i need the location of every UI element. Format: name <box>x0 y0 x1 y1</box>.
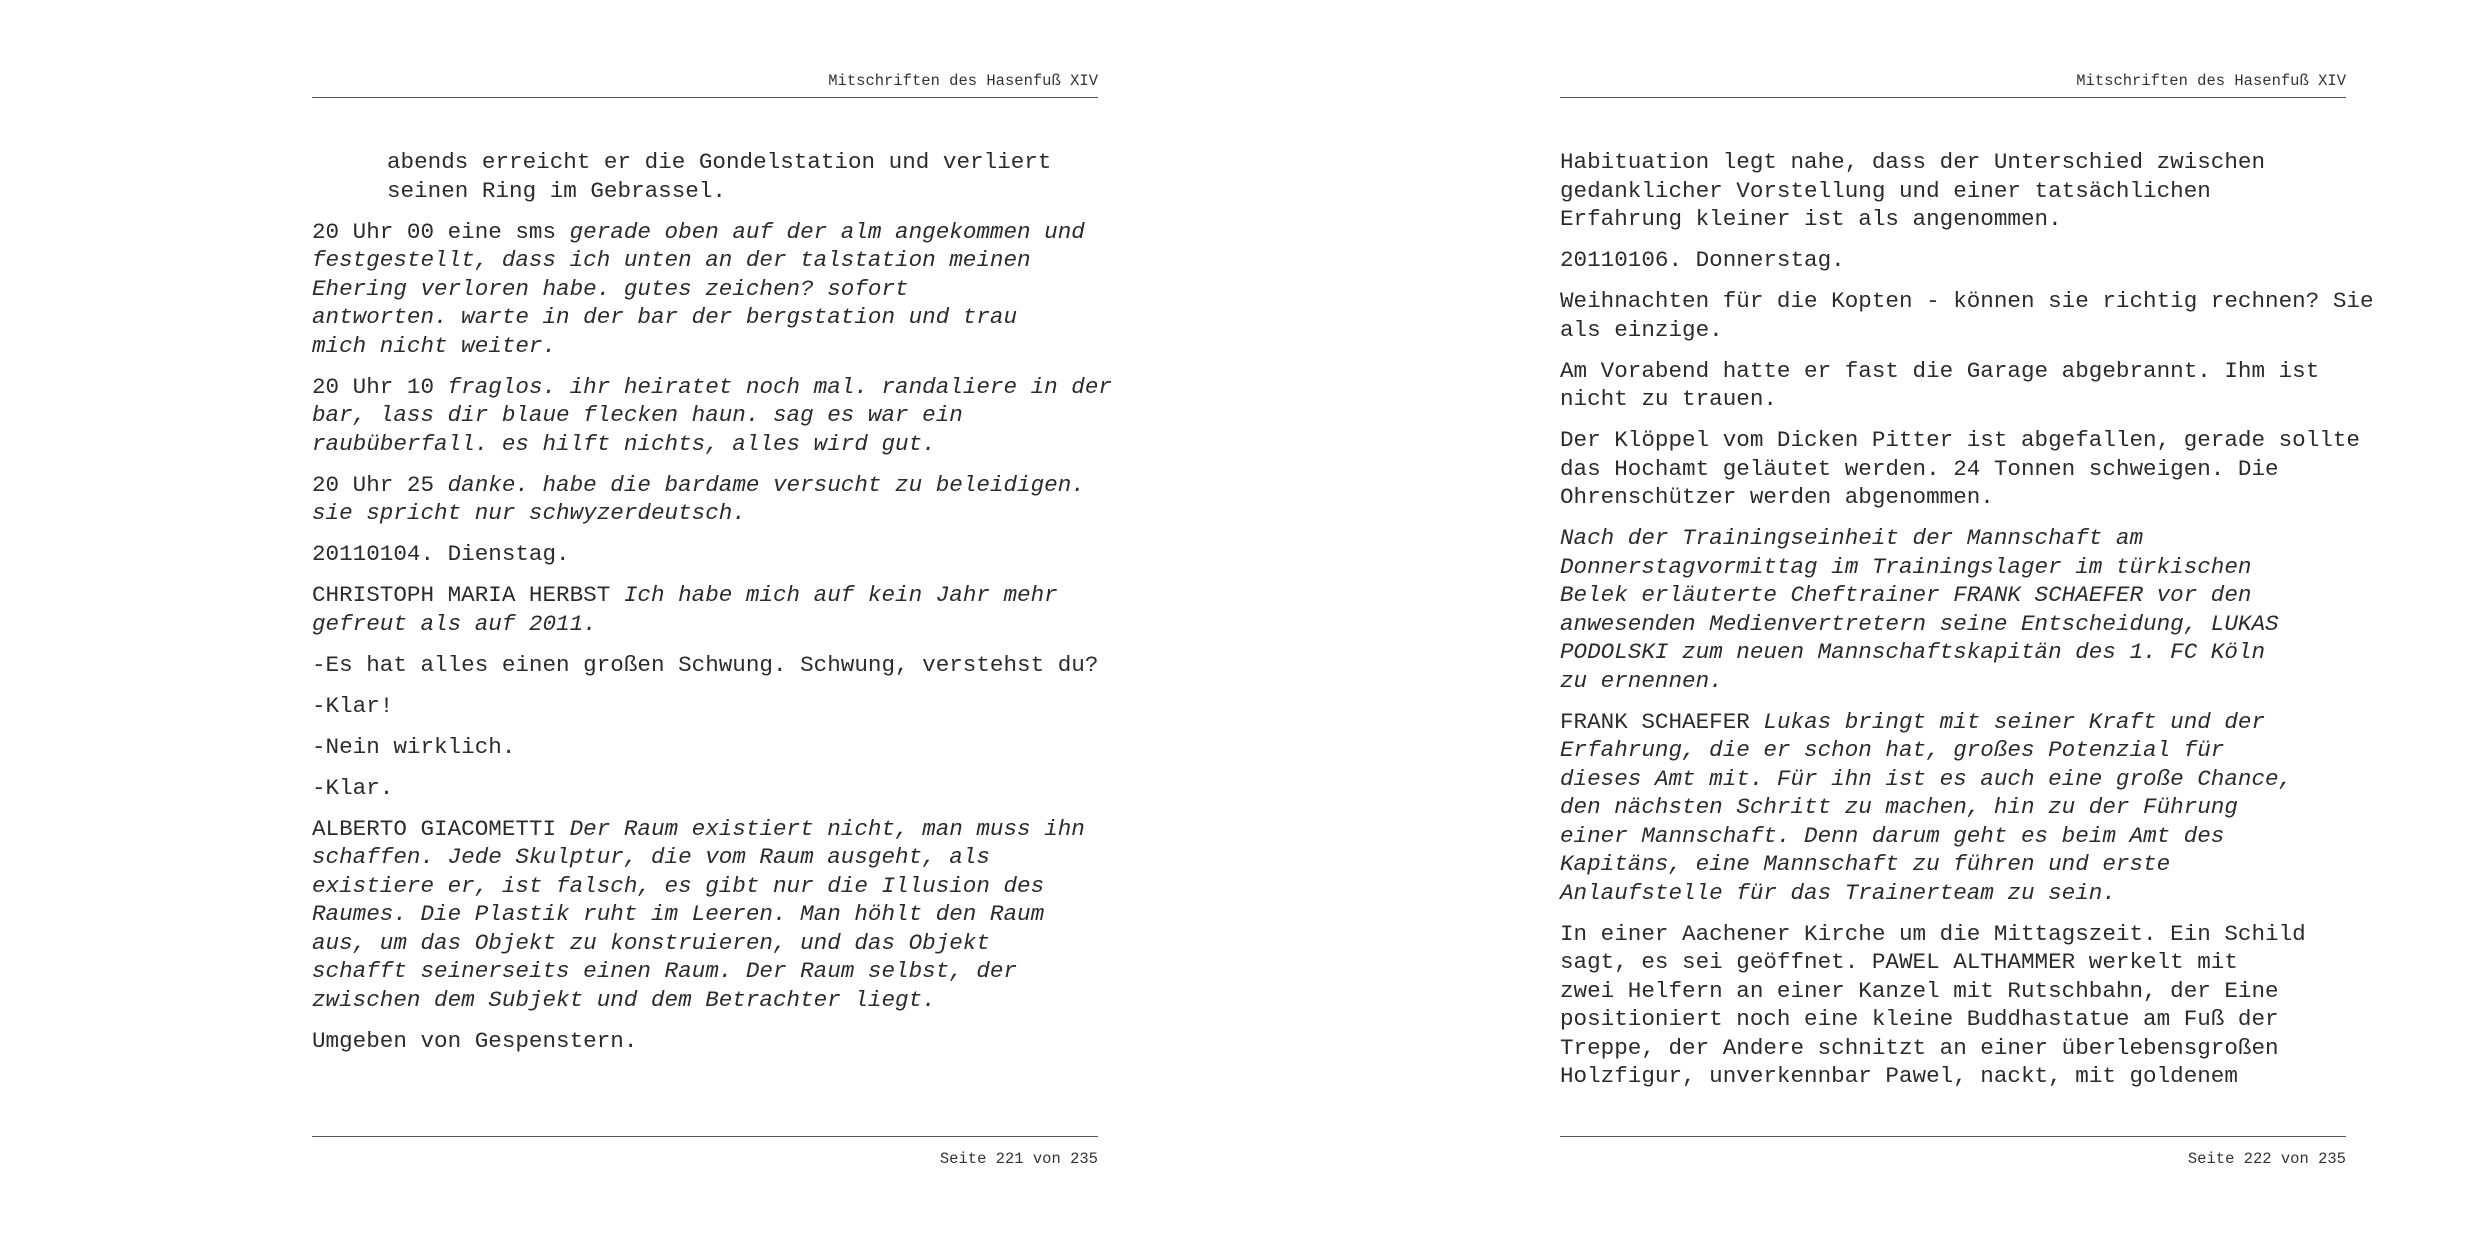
text-line <box>1560 426 2360 455</box>
italic-text: fraglos. ihr heiratet noch mal. randaliere in der <box>447 373 1112 400</box>
text-paragraph <box>1560 287 2374 344</box>
text-run: abends erreicht er die Gondelstation und verliert <box>387 149 1052 175</box>
text-paragraph <box>312 540 1098 569</box>
italic-text: Erfahrung, die er schon hat, großes Potenzial für <box>1560 737 2225 763</box>
text-paragraph <box>312 581 1098 638</box>
text-line <box>312 651 1099 680</box>
text-paragraph <box>1560 708 2346 908</box>
italic-text: Donnerstagvormittag im Trainingslager im türkischen <box>1560 553 2252 580</box>
page-left <box>312 0 1112 1240</box>
text-run: Erfahrung kleiner ist als angenommen. <box>1560 206 2062 232</box>
text-run: Ohrenschützer werden abgenommen. <box>1560 484 1994 510</box>
text-paragraph <box>312 148 1098 205</box>
italic-text: PODOLSKI zum neuen Mannschaftskapitän des 1. FC Köln <box>1560 639 2266 665</box>
text-paragraph <box>312 692 1098 721</box>
running-header: Mitschriften des Hasenfuß XIV <box>2076 72 2346 90</box>
text-line <box>312 986 1098 1015</box>
text-line <box>1560 708 2346 737</box>
italic-text: Raumes. Die Plastik ruht im Leeren. Man höhlt den Raum <box>312 901 1045 927</box>
text-line <box>312 815 1098 844</box>
text-line <box>1560 287 2374 316</box>
text-paragraph <box>1560 357 2346 414</box>
text-run: -Es hat alles einen großen Schwung. Schwung, verstehst du? <box>312 651 1099 678</box>
footer-rule <box>312 1136 1098 1137</box>
italic-text: Belek erläuterte Cheftrainer FRANK SCHAEFER vor den <box>1560 582 2252 608</box>
page-right <box>1560 0 2374 1240</box>
text-line <box>1560 455 2346 484</box>
text-line <box>1560 148 2346 177</box>
text-line <box>312 610 1098 639</box>
text-line <box>312 275 1098 304</box>
text-line <box>312 692 1098 721</box>
italic-text: sie spricht nur schwyzerdeutsch. <box>312 500 746 526</box>
text-line <box>1560 1062 2346 1091</box>
text-paragraph <box>1560 920 2346 1091</box>
text-run: als einzige. <box>1560 316 1723 343</box>
italic-text: schafft seinerseits einen Raum. Der Raum selbst, der <box>312 958 1018 984</box>
text-paragraph <box>312 774 1098 803</box>
italic-text: Der Raum existiert nicht, man muss ihn <box>569 815 1085 842</box>
text-line <box>1560 948 2346 977</box>
page-body <box>1560 148 2374 1103</box>
text-paragraph <box>1560 524 2346 695</box>
italic-text: festgestellt, dass ich unten an der talstation meinen <box>312 247 1031 273</box>
text-line <box>1560 765 2346 794</box>
italic-text: Lukas bringt mit seiner Kraft und der <box>1763 708 2266 735</box>
text-line <box>312 1027 1098 1056</box>
text-run: -Nein wirklich. <box>312 733 516 760</box>
text-line <box>312 499 1098 528</box>
text-line <box>1560 524 2346 553</box>
text-run: nicht zu trauen. <box>1560 386 1777 412</box>
text-line <box>1560 205 2346 234</box>
italic-text: schaffen. Jede Skulptur, die vom Raum ausgeht, als <box>312 844 990 870</box>
text-line <box>1560 357 2346 386</box>
text-run: -Klar! <box>312 692 394 719</box>
text-run: Holzfigur, unverkennbar Pawel, nackt, mit goldenem <box>1560 1063 2238 1089</box>
text-run: CHRISTOPH MARIA HERBST <box>312 582 624 608</box>
text-run: 20 Uhr 10 <box>312 373 448 400</box>
header-rule <box>312 97 1098 98</box>
text-line <box>312 900 1098 929</box>
page-number: Seite 222 von 235 <box>2187 1150 2346 1168</box>
text-line <box>312 332 1098 361</box>
text-run: das Hochamt geläutet werden. 24 Tonnen schweigen. Die <box>1560 455 2279 482</box>
italic-text: gefreut als auf 2011. <box>312 610 597 637</box>
text-paragraph <box>312 733 1098 762</box>
text-run: Umgeben von Gespenstern. <box>312 1027 638 1054</box>
text-run: FRANK SCHAEFER <box>1560 708 1764 735</box>
text-line <box>1560 736 2346 765</box>
text-line <box>1560 850 2346 879</box>
italic-text: danke. habe die bardame versucht zu beleidigen. <box>447 471 1085 498</box>
text-line <box>312 929 1098 958</box>
text-line <box>312 843 1098 872</box>
italic-text: zwischen dem Subjekt und dem Betrachter liegt. <box>312 986 936 1013</box>
text-run: zwei Helfern an einer Kanzel mit Rutschbahn, der Eine <box>1560 977 2279 1004</box>
text-paragraph <box>312 373 1112 459</box>
text-line <box>312 430 1098 459</box>
text-line <box>312 303 1098 332</box>
text-line <box>1560 822 2346 851</box>
italic-text: Kapitäns, eine Mannschaft zu führen und erste <box>1560 851 2171 877</box>
italic-text: aus, um das Objekt zu konstruieren, und das Objekt <box>312 929 990 956</box>
text-line <box>1560 879 2346 908</box>
text-line <box>312 471 1098 500</box>
text-run: seinen Ring im Gebrassel. <box>387 177 726 204</box>
text-paragraph <box>1560 426 2360 512</box>
text-line <box>1560 316 2346 345</box>
italic-text: existiere er, ist falsch, es gibt nur die Illusion des <box>312 872 1045 899</box>
italic-text: raubüberfall. es hilft nichts, alles wird gut. <box>312 430 936 457</box>
text-line <box>312 581 1098 610</box>
text-line <box>312 872 1098 901</box>
italic-text: anwesenden Medienvertretern seine Entscheidung, LUKAS <box>1560 610 2279 637</box>
text-run: sagt, es sei geöffnet. PAWEL ALTHAMMER werkelt mit <box>1560 949 2238 975</box>
text-run: gedanklicher Vorstellung und einer tatsächlichen <box>1560 177 2211 204</box>
text-run: Treppe, der Andere schnitzt an einer überlebensgroßen <box>1560 1034 2279 1061</box>
text-line <box>312 401 1098 430</box>
text-line <box>312 774 1098 803</box>
text-line <box>1560 920 2346 949</box>
text-line <box>387 177 1098 206</box>
italic-text: zu ernennen. <box>1560 667 1723 694</box>
footer-rule <box>1560 1136 2346 1137</box>
text-run: positioniert noch eine kleine Buddhastatue am Fuß der <box>1560 1006 2279 1032</box>
italic-text: einer Mannschaft. Denn darum geht es beim Amt des <box>1560 822 2225 849</box>
text-run: 20 Uhr 25 <box>312 471 448 498</box>
text-paragraph <box>312 1027 1098 1056</box>
text-line <box>1560 246 2346 275</box>
text-line <box>312 733 1098 762</box>
text-line <box>1560 1034 2346 1063</box>
text-run: 20 Uhr 00 eine sms <box>312 218 570 245</box>
running-header: Mitschriften des Hasenfuß XIV <box>828 72 1098 90</box>
italic-text: dieses Amt mit. Für ihn ist es auch eine große Chance, <box>1560 765 2293 792</box>
text-line <box>1560 667 2346 696</box>
italic-text: Anlaufstelle für das Trainerteam zu sein. <box>1560 879 2116 906</box>
text-run: Weihnachten für die Kopten - können sie richtig rechnen? Sie <box>1560 288 2374 314</box>
text-run: 20110106. Donnerstag. <box>1560 247 1845 273</box>
italic-text: den nächsten Schritt zu machen, hin zu der Führung <box>1560 794 2238 820</box>
text-paragraph <box>312 815 1098 1015</box>
text-run: Habituation legt nahe, dass der Unterschied zwischen <box>1560 149 2266 175</box>
italic-text: Ich habe mich auf kein Jahr mehr <box>623 582 1058 608</box>
page-body <box>312 148 1112 1068</box>
text-paragraph <box>312 651 1098 680</box>
header-rule <box>1560 97 2346 98</box>
text-line <box>1560 581 2346 610</box>
italic-text: bar, lass dir blaue flecken haun. sag es war ein <box>312 402 963 428</box>
text-line <box>387 148 1098 177</box>
text-run: 20110104. Dienstag. <box>312 541 570 567</box>
page-number: Seite 221 von 235 <box>939 1150 1098 1168</box>
text-run: -Klar. <box>312 774 394 801</box>
text-run: ALBERTO GIACOMETTI <box>312 815 570 842</box>
text-line <box>1560 638 2346 667</box>
text-line <box>312 246 1098 275</box>
italic-text: mich nicht weiter. <box>312 332 557 359</box>
text-paragraph <box>1560 246 2346 275</box>
text-line <box>1560 1005 2346 1034</box>
text-line <box>312 957 1098 986</box>
text-line <box>312 218 1098 247</box>
text-line <box>1560 483 2346 512</box>
text-line <box>1560 553 2346 582</box>
text-paragraph <box>312 218 1098 361</box>
text-line <box>1560 610 2346 639</box>
italic-text: antworten. warte in der bar der bergstation und trau <box>312 304 1018 330</box>
text-line <box>1560 977 2346 1006</box>
text-run: Der Klöppel vom Dicken Pitter ist abgefallen, gerade sollte <box>1560 427 2360 453</box>
text-line <box>312 373 1112 402</box>
italic-text: Ehering verloren habe. gutes zeichen? sofort <box>312 275 909 302</box>
text-line <box>1560 385 2346 414</box>
italic-text: gerade oben auf der alm angekommen und <box>569 218 1085 245</box>
text-line <box>312 540 1098 569</box>
text-line <box>1560 793 2346 822</box>
text-paragraph <box>312 471 1098 528</box>
italic-text: Nach der Trainingseinheit der Mannschaft am <box>1560 525 2144 551</box>
text-paragraph <box>1560 148 2346 234</box>
text-run: In einer Aachener Kirche um die Mittagszeit. Ein Schild <box>1560 920 2306 947</box>
text-line <box>1560 177 2346 206</box>
text-run: Am Vorabend hatte er fast die Garage abgebrannt. Ihm ist <box>1560 357 2320 384</box>
